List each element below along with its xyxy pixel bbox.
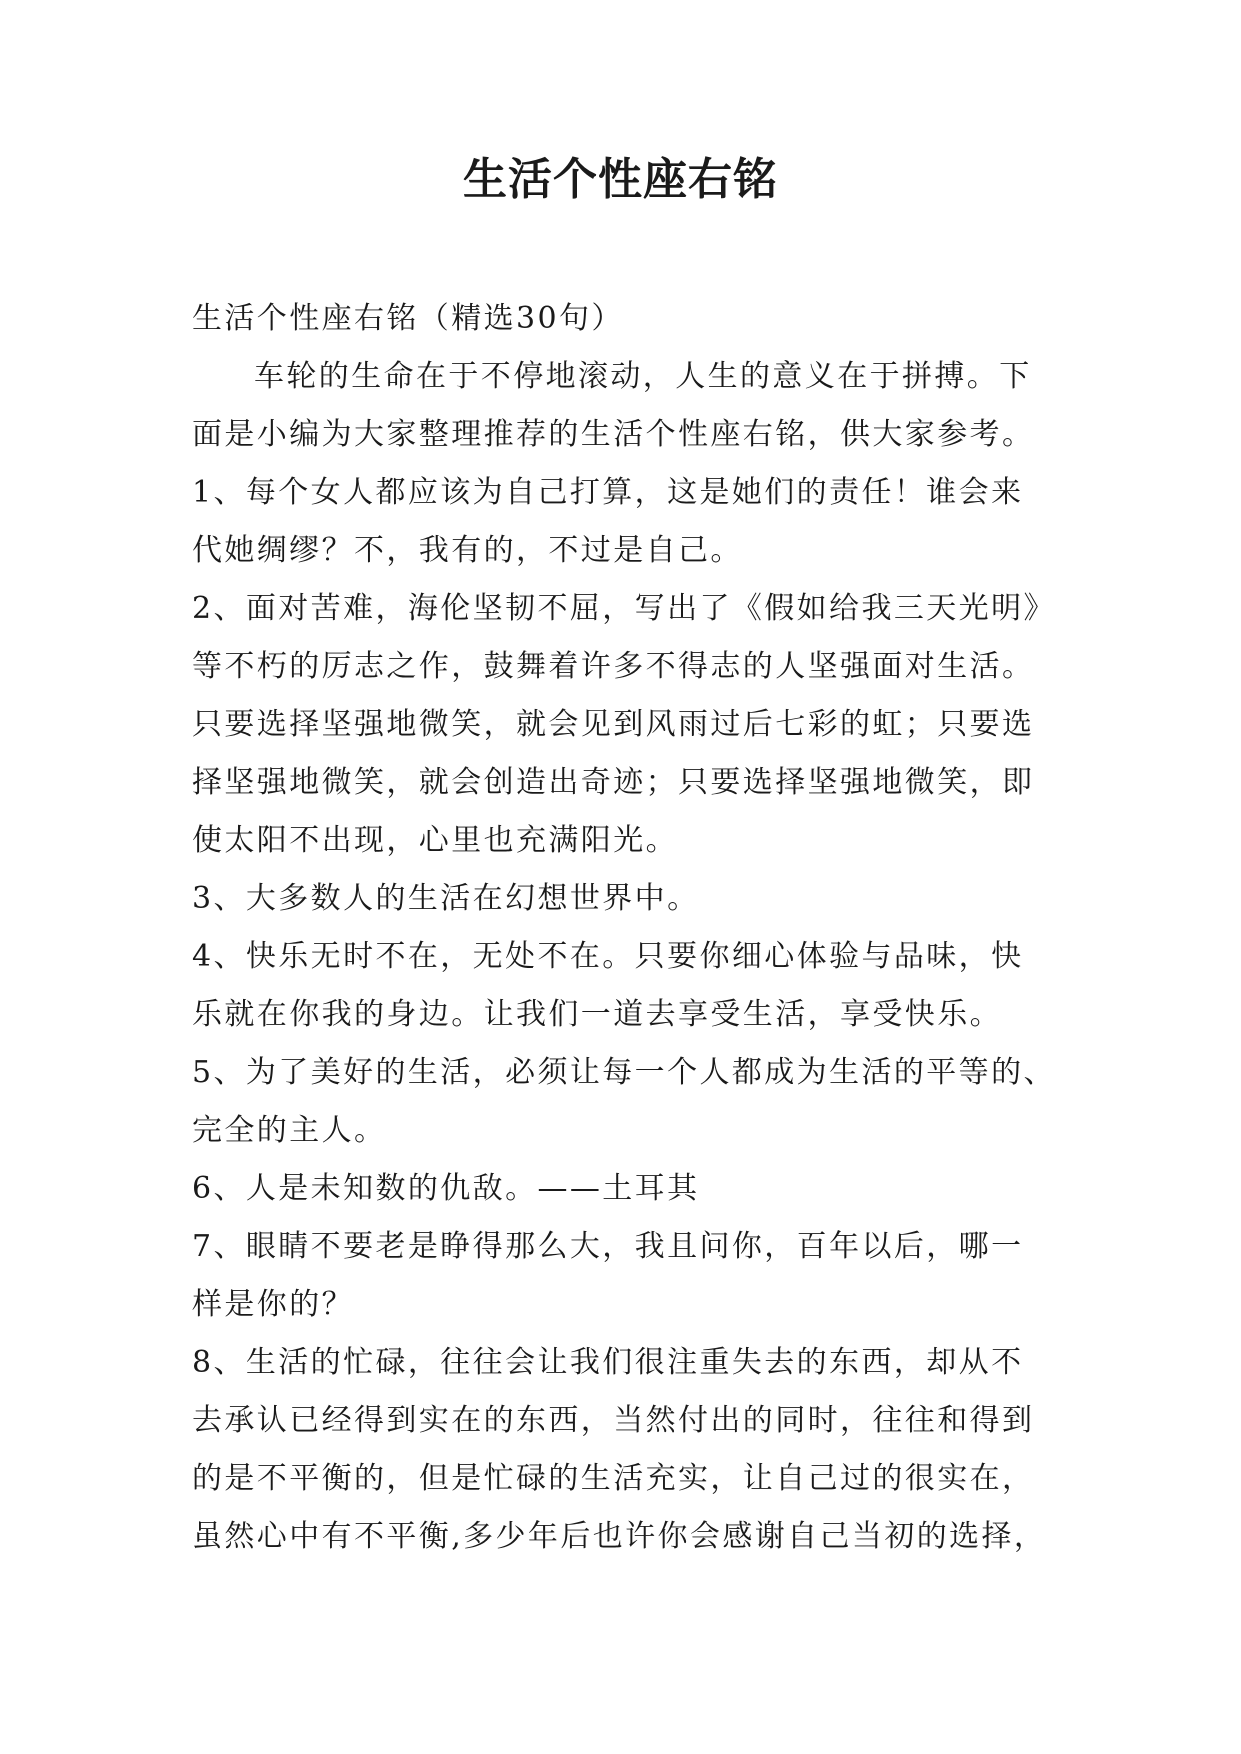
quote-line: 虽然心中有不平衡,多少年后也许你会感谢自己当初的选择， — [192, 1519, 1047, 1554]
quote-line: 5、为了美好的生活，必须让每一个人都成为生活的平等的、 — [192, 1055, 1056, 1090]
quote-line: 7、眼睛不要老是睁得那么大，我且问你，百年以后，哪一 — [192, 1229, 1024, 1264]
quote-line: 使太阳不出现，心里也充满阳光。 — [192, 823, 678, 858]
document-title: 生活个性座右铭 — [463, 154, 778, 205]
quote-line: 代她绸缪？不，我有的，不过是自己。 — [192, 533, 743, 568]
quote-line: 6、人是未知数的仇敌。——土耳其 — [192, 1171, 700, 1206]
intro-line: 面是小编为大家整理推荐的生活个性座右铭，供大家参考。 — [192, 417, 1035, 452]
document-body — [192, 290, 1072, 1566]
quote-line: 等不朽的厉志之作，鼓舞着许多不得志的人坚强面对生活。 — [192, 649, 1035, 684]
quote-line: 1、每个女人都应该为自己打算，这是她们的责任！谁会来 — [192, 475, 1024, 510]
quote-line: 只要选择坚强地微笑，就会见到风雨过后七彩的虹；只要选 — [192, 707, 1035, 742]
quote-line: 3、大多数人的生活在幻想世界中。 — [192, 881, 700, 916]
quote-line: 8、生活的忙碌，往往会让我们很注重失去的东西，却从不 — [192, 1345, 1024, 1380]
subtitle-line: 生活个性座右铭（精选30句） — [192, 301, 624, 336]
intro-line: 车轮的生命在于不停地滚动，人生的意义在于拼搏。下 — [254, 359, 1032, 394]
quote-line: 乐就在你我的身边。让我们一道去享受生活，享受快乐。 — [192, 997, 1002, 1032]
quote-line: 样是你的？ — [192, 1287, 354, 1322]
quote-line: 4、快乐无时不在，无处不在。只要你细心体验与品味，快 — [192, 939, 1024, 974]
quote-line: 择坚强地微笑，就会创造出奇迹；只要选择坚强地微笑，即 — [192, 765, 1035, 800]
quote-line: 的是不平衡的，但是忙碌的生活充实，让自己过的很实在， — [192, 1461, 1035, 1496]
quote-line: 去承认已经得到实在的东西，当然付出的同时，往往和得到 — [192, 1403, 1035, 1438]
quote-line: 2、面对苦难，海伦坚韧不屈，写出了《假如给我三天光明》 — [192, 591, 1056, 626]
quote-line: 完全的主人。 — [192, 1113, 387, 1148]
